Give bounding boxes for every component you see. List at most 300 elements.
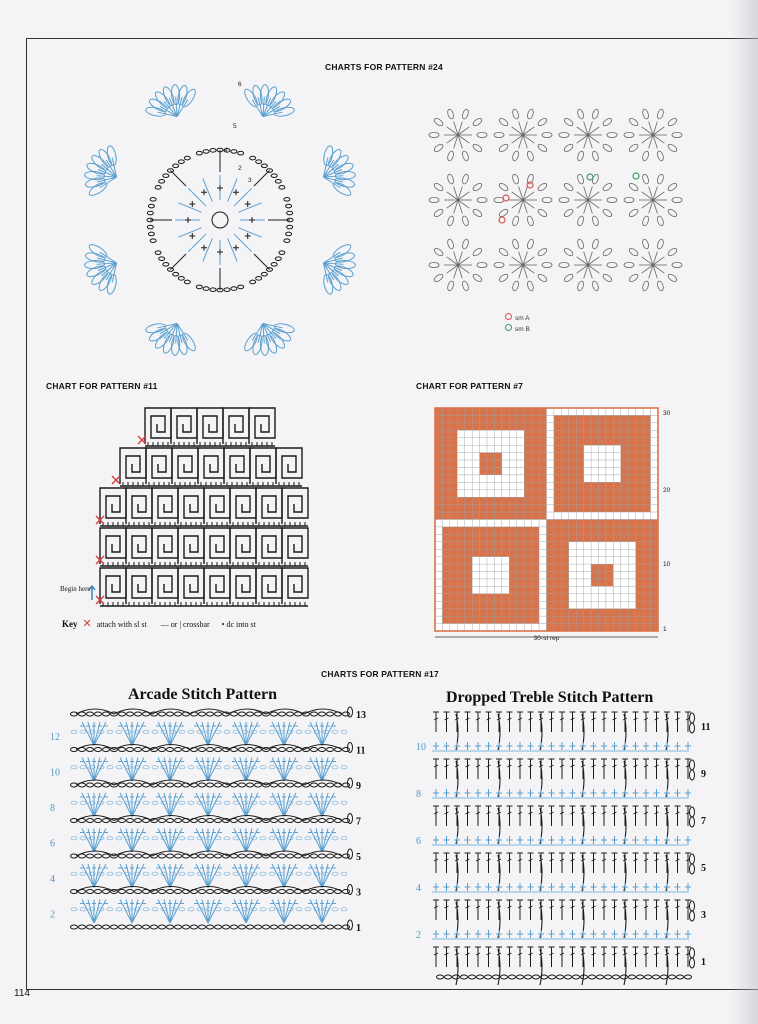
- chain-stitch: [279, 819, 286, 823]
- grid-cell: [576, 616, 583, 623]
- join-loop: [472, 208, 483, 218]
- blue-chain: [269, 872, 275, 875]
- blue-chain: [260, 801, 266, 804]
- blue-chain: [215, 872, 221, 875]
- grid-cell: [651, 624, 658, 631]
- grid-cell: [457, 616, 464, 623]
- join-loop: [656, 109, 664, 120]
- grid-cell: [494, 460, 501, 467]
- grid-cell: [599, 594, 606, 601]
- chain-stitch: [247, 925, 254, 929]
- grid-cell: [509, 520, 516, 527]
- grid-cell: [561, 490, 568, 497]
- grid-cell: [599, 497, 606, 504]
- grid-cell: [547, 557, 554, 564]
- grid-cell: [487, 586, 494, 593]
- sm-a-marker: [499, 217, 505, 223]
- grid-cell: [576, 609, 583, 616]
- join-loop: [628, 143, 639, 153]
- key-title: Key: [62, 619, 78, 629]
- grid-cell: [472, 534, 479, 541]
- grid-cell: [442, 490, 449, 497]
- grid-cell: [621, 445, 628, 452]
- grid-cell: [435, 534, 442, 541]
- chain-stitch: [178, 160, 184, 164]
- chain-stitch: [327, 712, 334, 716]
- grid-cell: [472, 549, 479, 556]
- grid-cell: [524, 497, 531, 504]
- chain-stitch: [287, 748, 294, 752]
- grid-cell: [561, 430, 568, 437]
- turning-chain: [690, 723, 695, 733]
- grid-cell: [509, 549, 516, 556]
- blue-chain: [215, 837, 221, 840]
- blue-chain: [233, 908, 239, 911]
- chain-stitch: [311, 854, 318, 858]
- grid-cell: [435, 549, 442, 556]
- join-loop: [537, 182, 548, 192]
- chain-stitch: [215, 925, 222, 929]
- grid-cell: [450, 460, 457, 467]
- arcade-title: Arcade Stitch Pattern: [128, 686, 277, 703]
- grid-cell: [502, 482, 509, 489]
- grid-cell: [517, 542, 524, 549]
- grid-cell: [613, 564, 620, 571]
- chain-stitch: [103, 854, 110, 858]
- grid-cell: [613, 467, 620, 474]
- chain-stitch: [255, 890, 262, 894]
- grid-cell: [532, 505, 539, 512]
- grid-cell: [584, 572, 591, 579]
- chain-stitch: [275, 180, 281, 184]
- grid-cell: [517, 564, 524, 571]
- grid-cell: [539, 415, 546, 422]
- join-loop: [624, 197, 634, 202]
- grid-cell: [517, 482, 524, 489]
- join-loop: [628, 208, 639, 218]
- grid-cell: [509, 438, 516, 445]
- grid-cell: [494, 542, 501, 549]
- grid-cell: [613, 616, 620, 623]
- grid-cell: [480, 594, 487, 601]
- join-loop: [591, 150, 599, 161]
- grid-cell: [509, 415, 516, 422]
- grid-cell: [599, 557, 606, 564]
- grid-cell: [651, 475, 658, 482]
- chain-stitch: [175, 819, 182, 823]
- grid-cell: [442, 601, 449, 608]
- blue-chain: [332, 801, 338, 804]
- inner-stitch: [188, 234, 206, 252]
- chain-stitch: [271, 819, 278, 823]
- grid-cell: [613, 549, 620, 556]
- grid-cell: [450, 564, 457, 571]
- grid-cell: [599, 520, 606, 527]
- meander-unit: [100, 528, 126, 564]
- meander-unit: [100, 488, 126, 524]
- blue-chain: [71, 908, 77, 911]
- grid-cell: [651, 616, 658, 623]
- grid-cell: [584, 579, 591, 586]
- chain-stitch: [143, 925, 150, 929]
- chain-stitch: [173, 164, 179, 168]
- grid-cell: [532, 549, 539, 556]
- cross-stitch: [233, 245, 239, 251]
- chain-stitch: [95, 890, 102, 894]
- grid-cell: [599, 408, 606, 415]
- chain-stitch: [159, 783, 166, 787]
- grid-cell: [502, 586, 509, 593]
- grid-cell: [643, 497, 650, 504]
- grid-cell: [554, 512, 561, 519]
- chain-stitch: [319, 783, 326, 787]
- grid-cell: [643, 564, 650, 571]
- grid-cell: [651, 586, 658, 593]
- grid-cell: [636, 512, 643, 519]
- grid-cell: [561, 601, 568, 608]
- grid-cell: [532, 497, 539, 504]
- grid-cell: [517, 438, 524, 445]
- grid-cell: [539, 482, 546, 489]
- join-loop: [577, 150, 585, 161]
- grid-cell: [450, 512, 457, 519]
- chain-stitch: [199, 890, 206, 894]
- grid-cell: [480, 527, 487, 534]
- row-label-left: 6: [50, 838, 55, 850]
- grid-cell: [613, 460, 620, 467]
- grid-cell: [517, 609, 524, 616]
- grid-cell: [509, 505, 516, 512]
- grid-cell: [569, 601, 576, 608]
- blue-chain: [296, 872, 302, 875]
- grid-cell: [584, 564, 591, 571]
- spoke-stitch: [254, 254, 270, 270]
- grid-cell: [435, 586, 442, 593]
- grid-cell: [457, 520, 464, 527]
- chain-stitch: [119, 712, 126, 716]
- grid-cell: [606, 586, 613, 593]
- grid-cell: [435, 467, 442, 474]
- grid-cell: [442, 527, 449, 534]
- chain-stitch: [103, 783, 110, 787]
- blue-chain: [80, 766, 86, 769]
- grid-cell: [442, 579, 449, 586]
- grid-cell: [561, 534, 568, 541]
- grid-cell: [606, 445, 613, 452]
- grid-cell: [480, 505, 487, 512]
- grid-cell: [509, 512, 516, 519]
- grid-cell: [457, 438, 464, 445]
- chain-stitch: [271, 748, 278, 752]
- grid-cell: [472, 564, 479, 571]
- grid-cell: [621, 616, 628, 623]
- grid-cell: [509, 497, 516, 504]
- grid-cell: [435, 527, 442, 534]
- grid-cell: [524, 601, 531, 608]
- join-loop: [526, 239, 534, 250]
- chain-stitch: [255, 712, 262, 716]
- chain-stitch: [199, 748, 206, 752]
- blue-chain: [269, 837, 275, 840]
- grid-cell: [472, 475, 479, 482]
- grid-cell: [621, 438, 628, 445]
- row-label-right: 13: [356, 710, 366, 721]
- join-loop: [447, 280, 455, 291]
- grid-cell: [628, 408, 635, 415]
- grid-cell: [539, 423, 546, 430]
- chain-stitch: [256, 160, 262, 164]
- chain-stitch: [215, 783, 222, 787]
- grid-cell: [547, 467, 554, 474]
- grid-cell: [636, 453, 643, 460]
- meander-unit: [152, 488, 178, 524]
- grid-cell: [561, 423, 568, 430]
- join-loop: [642, 150, 650, 161]
- grid-cell: [606, 475, 613, 482]
- join-loop: [667, 117, 678, 127]
- grid-cell: [547, 624, 554, 631]
- grid-cell: [442, 482, 449, 489]
- join-loop: [602, 247, 613, 257]
- key-attach: attach with sl st: [96, 620, 147, 629]
- join-loop: [656, 215, 664, 226]
- grid-cell: [465, 408, 472, 415]
- chain-stitch: [119, 854, 126, 858]
- grid-cell: [569, 445, 576, 452]
- sm-a-marker: [503, 195, 509, 201]
- chain-stitch: [287, 225, 293, 229]
- grid-cell: [643, 460, 650, 467]
- chain-stitch: [284, 198, 290, 202]
- grid-cell: [480, 549, 487, 556]
- grid-cell: [606, 408, 613, 415]
- row-label-right: 5: [356, 852, 361, 863]
- meander-unit: [204, 568, 230, 604]
- grid-cell: [561, 520, 568, 527]
- grid-cell: [465, 482, 472, 489]
- grid-cell: [435, 423, 442, 430]
- grid-cell: [554, 542, 561, 549]
- join-loop: [477, 132, 487, 137]
- chain-stitch: [231, 287, 237, 291]
- grid-cell: [621, 624, 628, 631]
- turning-chain: [690, 770, 695, 780]
- grid-cell: [480, 520, 487, 527]
- chain-stitch: [261, 272, 267, 276]
- grid-cell: [636, 415, 643, 422]
- sm-b-marker-icon: [505, 324, 512, 331]
- join-loop: [472, 247, 483, 257]
- chain-stitch: [303, 925, 310, 929]
- grid-cell: [494, 527, 501, 534]
- grid-cell: [584, 512, 591, 519]
- blue-chain: [71, 766, 77, 769]
- grid-cell: [539, 453, 546, 460]
- grid-cell: [606, 601, 613, 608]
- arcade-stitch-chart: [48, 706, 378, 952]
- grid-cell: [509, 594, 516, 601]
- turning-chain: [690, 864, 695, 874]
- chain-stitch: [79, 925, 86, 929]
- grid-cell: [621, 549, 628, 556]
- chain-stitch: [250, 156, 256, 160]
- row-number: 20: [663, 487, 671, 494]
- blue-chain: [152, 730, 158, 733]
- grid-cell: [561, 460, 568, 467]
- chain-stitch: [239, 712, 246, 716]
- grid-cell: [480, 408, 487, 415]
- blue-chain: [116, 730, 122, 733]
- chain-stitch: [231, 150, 237, 154]
- grid-cell: [532, 460, 539, 467]
- grid-cell: [613, 512, 620, 519]
- grid-cell: [539, 512, 546, 519]
- chain-stitch: [163, 263, 169, 267]
- blue-chain: [269, 730, 275, 733]
- blue-chain: [305, 801, 311, 804]
- chain-stitch: [147, 211, 153, 215]
- grid-cell: [539, 467, 546, 474]
- blue-chain: [179, 837, 185, 840]
- grid-cell: [554, 453, 561, 460]
- grid-cell: [554, 475, 561, 482]
- chain-stitch: [95, 748, 102, 752]
- blue-chain: [296, 730, 302, 733]
- grid-cell: [524, 572, 531, 579]
- grid-cell: [517, 601, 524, 608]
- grid-cell: [524, 579, 531, 586]
- grid-cell: [569, 423, 576, 430]
- row-label-right: 11: [701, 722, 711, 733]
- grid-cell: [576, 549, 583, 556]
- grid-cell: [599, 460, 606, 467]
- grid-cell: [524, 586, 531, 593]
- grid-cell: [524, 624, 531, 631]
- grid-cell: [606, 549, 613, 556]
- grid-cell: [643, 594, 650, 601]
- grid-cell: [480, 460, 487, 467]
- meander-unit: [152, 528, 178, 564]
- grid-cell: [517, 520, 524, 527]
- grid-cell: [576, 445, 583, 452]
- grid-cell: [591, 490, 598, 497]
- grid-cell: [591, 430, 598, 437]
- grid-cell: [599, 415, 606, 422]
- chain-stitch: [247, 783, 254, 787]
- dot-icon: •: [221, 620, 225, 629]
- grid-cell: [643, 415, 650, 422]
- grid-cell: [651, 467, 658, 474]
- grid-cell: [524, 534, 531, 541]
- chain-stitch: [311, 890, 318, 894]
- grid-cell: [465, 564, 472, 571]
- join-loop: [563, 208, 574, 218]
- grid-cell: [539, 460, 546, 467]
- grid-cell: [561, 557, 568, 564]
- row-label-left: 6: [416, 836, 421, 847]
- chain-stitch: [247, 748, 254, 752]
- grid-cell: [599, 579, 606, 586]
- grid-cell: [442, 609, 449, 616]
- grid-cell: [576, 408, 583, 415]
- inner-stitch: [234, 234, 252, 252]
- grid-cell: [435, 557, 442, 564]
- grid-cell: [643, 438, 650, 445]
- grid-cell: [480, 616, 487, 623]
- grid-cell: [576, 430, 583, 437]
- grid-cell: [524, 408, 531, 415]
- grid-cell: [509, 609, 516, 616]
- grid-cell: [584, 505, 591, 512]
- grid-cell: [450, 497, 457, 504]
- chain-stitch: [159, 180, 165, 184]
- grid-cell: [569, 609, 576, 616]
- grid-cell: [643, 549, 650, 556]
- grid-cell: [480, 475, 487, 482]
- grid-cell: [651, 512, 658, 519]
- grid-cell: [509, 475, 516, 482]
- grid-cell: [487, 482, 494, 489]
- join-loop: [642, 280, 650, 291]
- chain-stitch: [87, 783, 94, 787]
- grid-cell: [569, 616, 576, 623]
- colorwork-grid-chart: [433, 406, 683, 646]
- grid-cell: [502, 520, 509, 527]
- grid-cell: [621, 482, 628, 489]
- grid-cell: [494, 505, 501, 512]
- join-loop: [512, 215, 520, 226]
- grid-cell: [494, 624, 501, 631]
- join-loop: [628, 273, 639, 283]
- join-loop: [537, 273, 548, 283]
- chain-stitch: [87, 854, 94, 858]
- grid-cell: [591, 624, 598, 631]
- join-loop: [577, 215, 585, 226]
- grid-cell: [502, 415, 509, 422]
- row-label-left: 8: [416, 789, 421, 800]
- blue-chain: [107, 801, 113, 804]
- chain-stitch: [87, 748, 94, 752]
- join-loop: [461, 150, 469, 161]
- blue-chain: [143, 872, 149, 875]
- grid-cell: [524, 467, 531, 474]
- grid-cell: [554, 505, 561, 512]
- grid-cell: [450, 624, 457, 631]
- grid-cell: [465, 430, 472, 437]
- grid-cell: [524, 557, 531, 564]
- row-label-right: 7: [356, 816, 361, 828]
- grid-cell: [584, 594, 591, 601]
- join-loop: [526, 109, 534, 120]
- chain-stitch: [215, 854, 222, 858]
- grid-cell: [561, 572, 568, 579]
- chain-stitch: [175, 712, 182, 716]
- blue-chain: [233, 872, 239, 875]
- blue-chain: [260, 730, 266, 733]
- grid-cell: [591, 616, 598, 623]
- grid-cell: [636, 572, 643, 579]
- meander-unit: [126, 568, 152, 604]
- grid-cell: [547, 497, 554, 504]
- grid-cell: [509, 430, 516, 437]
- grid-cell: [435, 594, 442, 601]
- grid-cell: [628, 467, 635, 474]
- chain-stitch: [151, 925, 158, 929]
- grid-cell: [613, 453, 620, 460]
- grid-cell: [547, 616, 554, 623]
- chain-stitch: [327, 748, 334, 752]
- grid-cell: [457, 475, 464, 482]
